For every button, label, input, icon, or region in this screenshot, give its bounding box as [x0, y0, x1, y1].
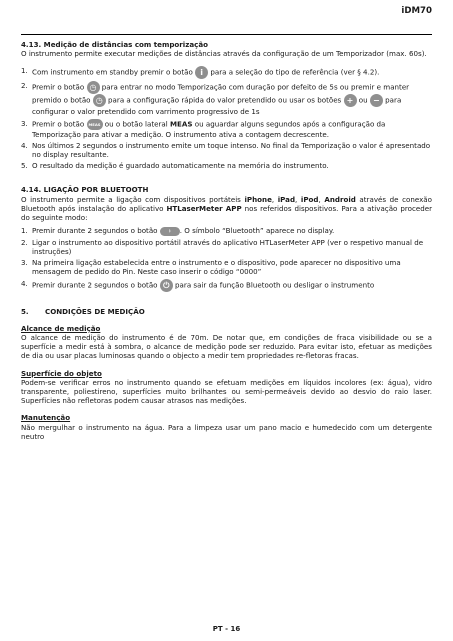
section-4-13-steps	[21, 66, 432, 170]
section-4-13-intro: O instrumento permite executar medições de distâncias através da configuração de um Temporizador (max. 60s).	[21, 49, 427, 59]
maintenance-heading: Manutenção	[21, 413, 71, 423]
minus-button-icon: −	[370, 94, 383, 107]
list-item: 4. Nos últimos 2 segundos o instrumento emite um toque intenso. No final da Temporização o valor é apresentado no display resultante.	[21, 140, 431, 160]
page-content	[21, 40, 432, 441]
surface-text: Podem-se verificar erros no instrumento quando se efetuam medições em líquidos incolores (ex: água), vidro transparente, poliestireno, superfícies muito brilhantes ou semi-permeáveis devido ao desvio do raio laser. Superfícies não refletoras podem causar atrasos nas medições.	[21, 377, 432, 406]
meas-button-icon: MEAS	[87, 119, 103, 130]
timer-button-icon: ◷	[87, 81, 100, 94]
range-heading: Alcance de medição	[21, 323, 101, 333]
model-header: iDM70	[401, 6, 432, 16]
plus-button-icon: +	[344, 94, 357, 107]
power-button-icon: ⏻	[160, 279, 173, 292]
range-text: O alcance de medição do instrumento é de 70m. De notar que, em condições de fraca visibilidade ou se a superfície a medir está à sombra, o alcance de medição pode ser reduzido. Para evitar isto, efetuar as medições de dia ou usar placas luminosas quando o objecto a medir tem propriedades re-fletoras fracas.	[21, 332, 432, 361]
list-item: 3. Na primeira ligação estabelecida entre o instrumento e o dispositivo, pode aparecer no dispositivo uma mensagem de pedido do Pin. Neste caso inserir o código “0000”	[21, 258, 401, 277]
section-5-title: 5. CONDIÇÕES DE MEDIÇÃO	[21, 306, 145, 316]
section-4-13-title: 4.13. Medição de distâncias com temporização	[21, 40, 209, 49]
list-item: 2. Premir o botão ◷ para entrar no modo Temporização com duração por defeito de 5s ou premir e manter premido o botão ◷ para a configuração rápida do valor pretendido ou usar os botões + ou − para configurar o valor pretendido com varrimento progressivo de 1s	[21, 81, 410, 117]
section-4-14-title: 4.14. LIGAÇÃO POR BLUETOOTH	[21, 185, 149, 195]
page-number: PT - 16	[212, 625, 241, 633]
section-4-14-steps	[21, 226, 432, 291]
list-item: 1. Com instrumento em standby premir o botão i para a seleção do tipo de referência (ver § 4.2).	[21, 66, 380, 78]
section-4-14-intro: O instrumento permite a ligação com dispositivos portáteis iPhone, iPad, iPod, Android através de conexão Bluetooth após instalação do aplicativo HTLaserMeter APP nos referidos dispositivos. Para a ativação proceder do seguinte modo:	[21, 194, 432, 223]
list-item: 5. O resultado da medição é guardado automaticamente na memória do instrumento.	[21, 161, 329, 171]
reference-button-icon: i	[195, 66, 208, 79]
maintenance-text: Não mergulhar o instrumento na água. Para a limpeza usar um pano macio e humedecido com um detergente neutro	[21, 422, 432, 441]
timer-button-icon: ◷	[93, 94, 106, 107]
list-item: 3. Premir o botão MEAS ou o botão lateral MEAS ou aguardar alguns segundos após a configuração da Temporização para ativar a medição. O instrumento ativa a contagem decrescente.	[21, 118, 386, 139]
surface-heading: Superfície do objeto	[21, 368, 102, 378]
bluetooth-button-icon: ᛒ	[160, 227, 180, 236]
list-item: 1. Premir durante 2 segundos o botão ᛒ . O símbolo “Bluetooth” aparece no display.	[21, 226, 335, 236]
header-rule	[21, 34, 432, 35]
list-item: 4. Premir durante 2 segundos o botão ⏻ para sair da função Bluetooth ou desligar o instrumento	[21, 278, 375, 290]
list-item: 2. Ligar o instrumento ao dispositivo portátil através do aplicativo HTLaserMeter APP (ver o respetivo manual de instruções)	[21, 237, 424, 256]
